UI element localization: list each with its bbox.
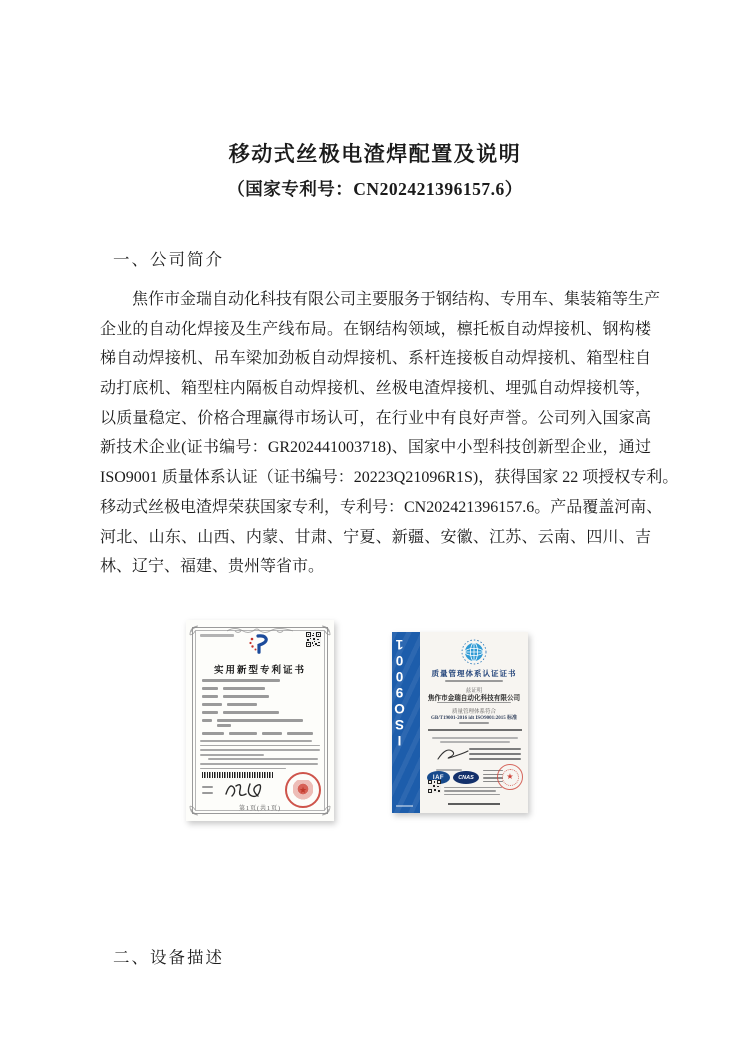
section-heading-equipment: 二、设备描述 [113, 948, 224, 967]
patent-info-fields [202, 679, 318, 740]
iso-certificate-title: 质量管理体系认证证书 [431, 669, 517, 678]
standard-reference: GB/T19001-2016 idt ISO9001:2015 标准 [431, 716, 517, 721]
certification-red-stamp-icon: ★ [497, 764, 523, 790]
iso9001-band-label: ISO9001 [392, 636, 407, 748]
qr-code-icon [428, 780, 441, 798]
certification-globe-logo-icon [461, 639, 487, 670]
cnipa-red-seal-icon: ★ [285, 772, 321, 808]
patent-certificate-title: 实用新型专利证书 [213, 666, 306, 676]
statement-label: 兹证明 [465, 688, 483, 694]
iso9001-blue-band [392, 632, 420, 813]
band-small-code-text [396, 805, 413, 807]
credit-code-text [437, 702, 511, 704]
paragraph-line: 以质量稳定、价格合理赢得市场认可，在行业中有良好声誉。公司列入国家高 [100, 409, 651, 427]
note-text [432, 737, 518, 739]
paragraph-line: 焦作市金瑞自动化科技有限公司主要服务于钢结构、专用车、集装箱等生产 [132, 291, 661, 308]
certificate-number-text [200, 634, 234, 637]
iso-certificate-body [420, 632, 528, 813]
paragraph-line: 动打底机、箱型柱内隔板自动焊接机、丝极电渣焊接机、埋弧自动焊接机等， [100, 380, 651, 398]
iso-certificate-number-text [445, 680, 503, 682]
scope-description-text [428, 729, 522, 731]
paragraph-line: 企业的自动化焊接及生产线布局。在钢结构领域，檩托板自动焊接机、钢构楼 [100, 320, 651, 338]
paragraph-line: 河北、山东、山西、内蒙、甘肃、宁夏、新疆、安徽、江苏、云南、四川、吉 [100, 528, 651, 546]
issue-expiry-dates [469, 748, 521, 764]
cnas-logo-icon: CNAS [453, 771, 479, 784]
paragraph-line: 梯自动焊接机、吊车梁加劲板自动焊接机、系杆连接板自动焊接机、箱型柱自 [100, 350, 651, 368]
cnipa-logo-icon [248, 634, 272, 659]
qr-code-icon [306, 632, 321, 652]
patent-number-subtitle: （国家专利号：CN202421396157.6） [227, 179, 523, 199]
iaf-logo-icon: IAF [427, 771, 450, 784]
paragraph-line: 林、辽宁、福建、贵州等省市。 [100, 558, 325, 576]
patent-fine-print [200, 740, 320, 772]
patent-page-label: 第1页(共1页) [239, 806, 281, 812]
document-title: 移动式丝极电渣焊配置及说明 [228, 142, 522, 166]
accreditation-logos-row [427, 768, 523, 786]
system-conformity-label: 质量管理体系符合 [451, 709, 496, 715]
patent-certificate-image [186, 620, 334, 821]
paragraph-line: 新技术企业(证书编号：GR202441003718)、国家中小型科技创新型企业，通过 [100, 439, 651, 457]
section-heading-company-intro: 一、公司简介 [113, 250, 224, 269]
certification-body-name-text [448, 803, 500, 805]
paragraph-line: ISO9001 质量体系认证（证书编号：20223Q21096R1S)，获得国家 22 项授权专利。 [100, 469, 679, 487]
certified-company-name: 焦作市金瑞自动化科技有限公司 [427, 695, 521, 702]
scope-label-text [459, 722, 489, 724]
company-intro-paragraph [100, 285, 679, 582]
director-title-label [202, 786, 214, 798]
note-text [440, 741, 510, 743]
verification-notes-text [444, 787, 504, 797]
iso9001-certificate-image [392, 632, 528, 813]
paragraph-line: 移动式丝极电渣焊荣获国家专利，专利号：CN202421396157.6。产品覆盖河南、 [100, 498, 663, 516]
